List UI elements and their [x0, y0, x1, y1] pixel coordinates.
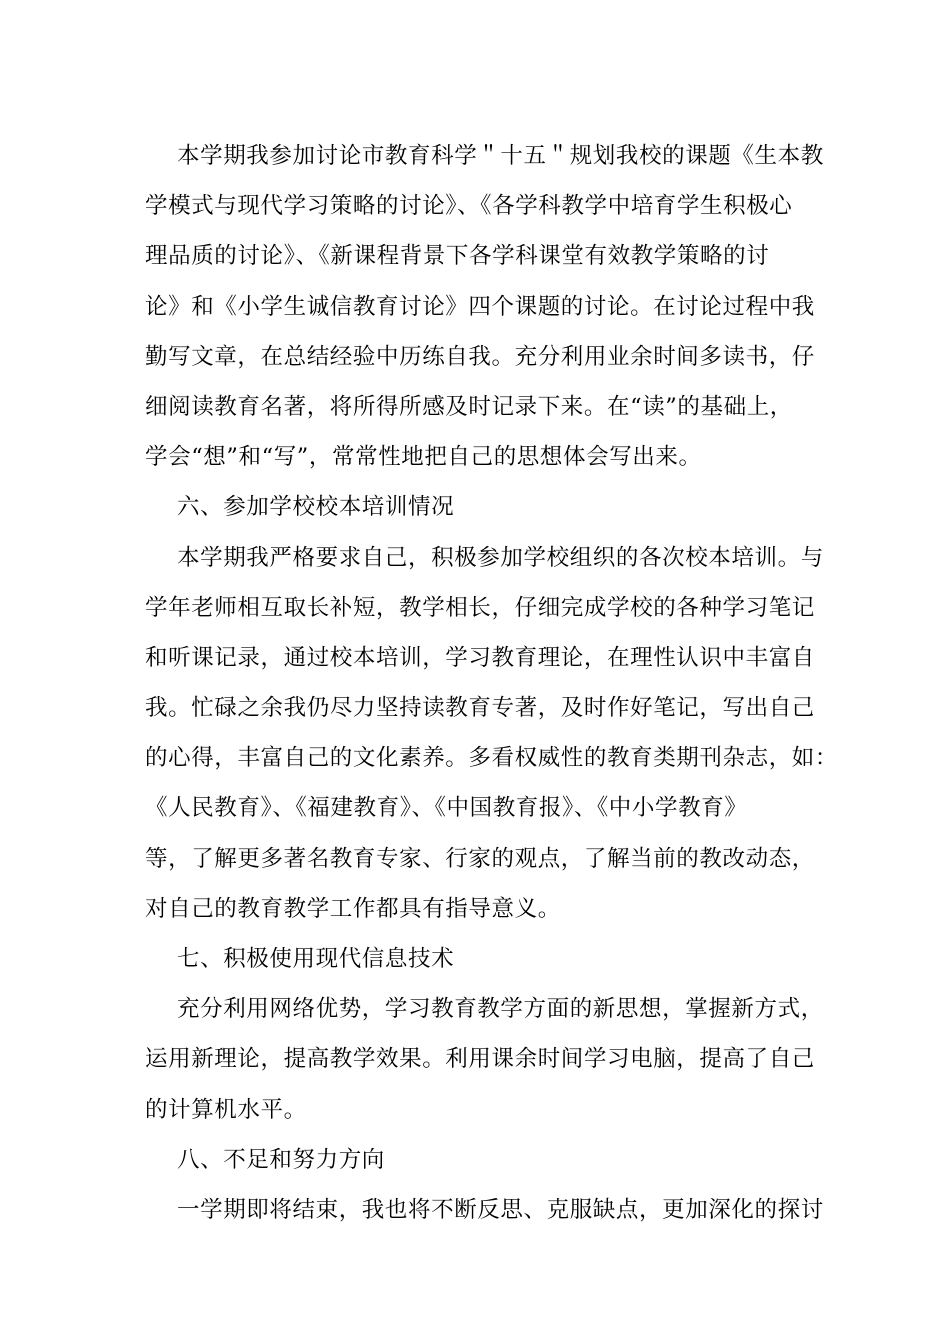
paragraph-line: 的心得，丰富自己的文化素养。多看权威性的教育类期刊杂志，如：: [145, 745, 839, 772]
paragraph-line: 等，了解更多著名教育专家、行家的观点，了解当前的教改动态，: [145, 845, 815, 872]
paragraph-line: 和听课记录，通过校本培训，学习教育理论，在理性认识中丰富自: [145, 644, 815, 671]
paragraph-line: 我。忙碌之余我仍尽力坚持读教育专著，及时作好笔记，写出自己: [145, 695, 815, 722]
paragraph-line: 的计算机水平。: [145, 1096, 307, 1123]
section-heading: 七、积极使用现代信息技术: [177, 946, 455, 972]
paragraph-line: 学模式与现代学习策略的讨论》、《各学科教学中培育学生积极心: [145, 193, 793, 220]
paragraph-line: 学年老师相互取长补短，教学相长，仔细完成学校的各种学习笔记: [145, 594, 815, 621]
paragraph-line: 细阅读教育名著，将所得所感及时记录下来。在“读”的基础上，: [145, 393, 793, 420]
paragraph-line: 一学期即将结束，我也将不断反思、克服缺点，更加深化的探讨: [177, 1196, 824, 1223]
paragraph-line: 勤写文章，在总结经验中历练自我。充分利用业余时间多读书，仔: [145, 343, 815, 370]
section-heading: 六、参加学校校本培训情况: [177, 494, 455, 521]
paragraph-line: 理品质的讨论》、《新课程背景下各学科课堂有效教学策略的讨: [145, 243, 770, 270]
paragraph-line: 充分利用网络优势，学习教育教学方面的新思想，掌握新方式，: [177, 996, 824, 1023]
section-heading: 八、不足和努力方向: [177, 1146, 385, 1173]
paragraph-line: 本学期我参加讨论市教育科学＂十五＂规划我校的课题《生本教: [177, 143, 824, 169]
paragraph-line: 运用新理论，提高教学效果。利用课余时间学习电脑，提高了自己: [145, 1046, 815, 1073]
paragraph-line: 本学期我严格要求自己，积极参加学校组织的各次校本培训。与: [177, 544, 824, 571]
paragraph-line: 《人民教育》、《福建教育》、《中国教育报》、《中小学教育》: [145, 795, 748, 822]
paragraph-line: 论》和《小学生诚信教育讨论》四个课题的讨论。在讨论过程中我: [145, 293, 815, 320]
paragraph-line: 学会“想”和“写”，常常性地把自己的思想体会写出来。: [145, 444, 702, 471]
document-body: [145, 131, 839, 1235]
paragraph-line: 对自己的教育教学工作都具有指导意义。: [145, 895, 561, 922]
